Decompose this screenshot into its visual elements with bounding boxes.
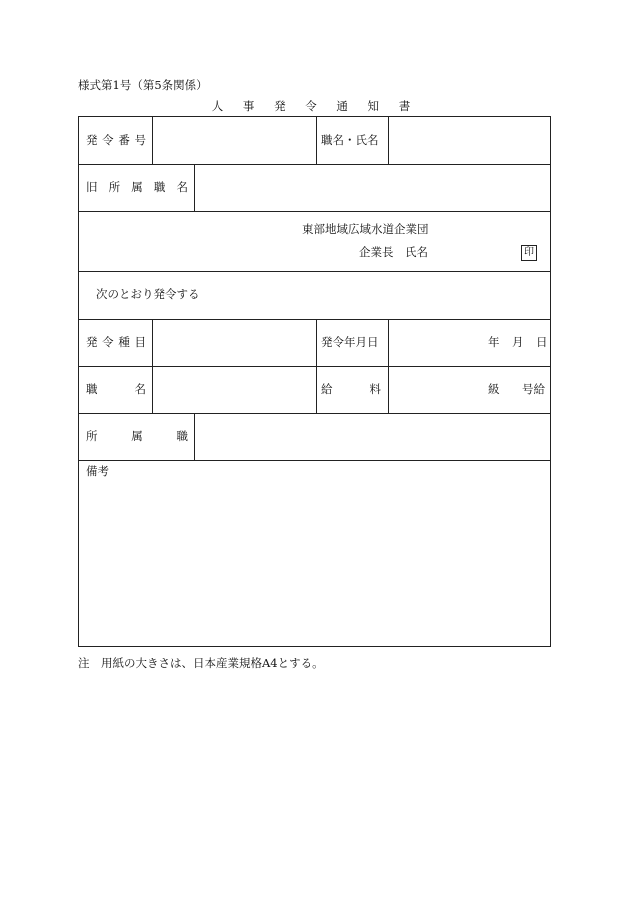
row-divider (79, 413, 550, 414)
year-unit: 年 (488, 335, 500, 349)
row-divider (79, 460, 550, 461)
director-name-label: 氏名 (405, 245, 428, 259)
position-name-label: 職名・氏名 (321, 133, 379, 147)
month-unit: 月 (512, 335, 524, 349)
col-divider (316, 117, 317, 164)
col-divider (388, 319, 389, 413)
day-unit: 日 (536, 335, 548, 349)
step-pay-unit: 号給 (522, 382, 545, 396)
salary-label: 給 料 (321, 382, 381, 396)
job-title-label: 職 名 (86, 382, 146, 396)
col-divider (194, 413, 195, 460)
row-divider (79, 271, 550, 272)
col-divider (152, 117, 153, 164)
seal-box: 印 (521, 245, 537, 261)
previous-affiliation-label: 旧 所 属 職 名 (86, 180, 188, 194)
col-divider (152, 319, 153, 413)
issue-type-label: 発 令 種 目 (86, 335, 146, 349)
director-label: 企業長 (359, 245, 394, 259)
row-divider (79, 211, 550, 212)
col-divider (316, 319, 317, 413)
footnote: 注 用紙の大きさは、日本産業規格A4とする。 (78, 656, 324, 670)
col-divider (194, 164, 195, 211)
notice-form (78, 116, 551, 647)
issue-number-label: 発 令 番 号 (86, 133, 146, 147)
organization-name: 東部地域広域水道企業団 (302, 222, 429, 236)
document-title: 人 事 発 令 通 知 書 (211, 99, 419, 113)
col-divider (388, 117, 389, 164)
issue-date-label: 発令年月日 (321, 335, 379, 349)
statement-text: 次のとおり発令する (96, 287, 200, 301)
row-divider (79, 164, 550, 165)
grade-unit: 級 (488, 382, 500, 396)
affiliation-label: 所 属 職 (86, 429, 188, 443)
remarks-label: 備考 (86, 464, 109, 478)
row-divider (79, 319, 550, 320)
form-number: 様式第1号（第5条関係） (78, 78, 208, 92)
row-divider (79, 366, 550, 367)
